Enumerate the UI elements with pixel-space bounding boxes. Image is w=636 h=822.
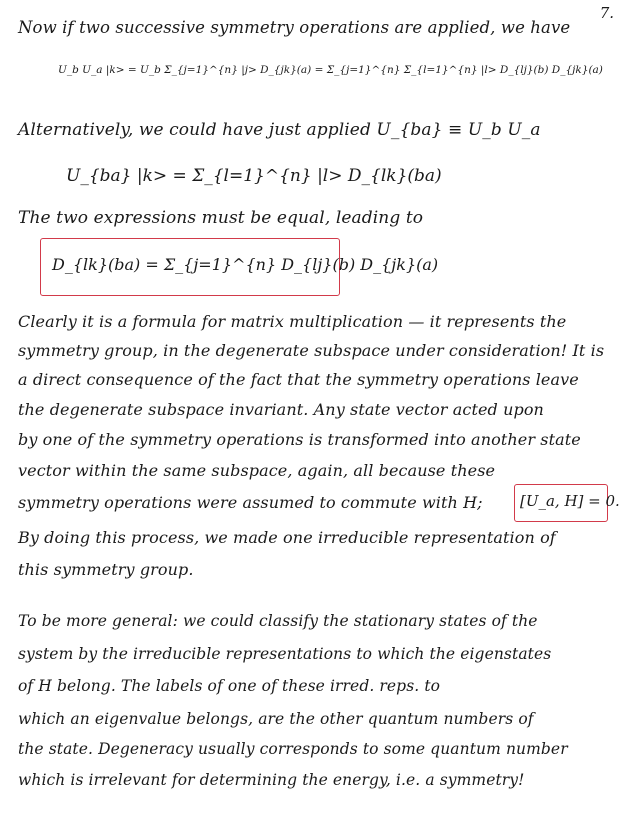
paragraph-2-line-4: which an eigenvalue belongs, are the other quantum numbers of xyxy=(18,710,534,728)
paragraph-2-line-5: the state. Degeneracy usually corresponds to some quantum number xyxy=(18,740,568,758)
paragraph-1-line-4: the degenerate subspace invariant. Any state vector acted upon xyxy=(18,400,544,419)
paragraph-1-line-6: vector within the same subspace, again, all because these xyxy=(18,461,496,480)
paragraph-1-line-8: By doing this process, we made one irreducible representation of xyxy=(18,528,556,547)
paragraph-2-line-6: which is irrelevant for determining the energy, i.e. a symmetry! xyxy=(18,771,525,789)
paragraph-1-line-5: by one of the symmetry operations is transformed into another state xyxy=(18,430,581,449)
equation-1: U_b U_a |k> = U_b Σ_{j=1}^{n} |j> D_{jk}(a) = Σ_{j=1}^{n} Σ_{l=1}^{n} |l> D_{lj}(b) D_{jk}(a) xyxy=(58,64,603,76)
paragraph-2-line-1: To be more general: we could classify the stationary states of the xyxy=(18,612,538,630)
text-line-1: Now if two successive symmetry operations are applied, we have xyxy=(18,18,571,37)
paragraph-2-line-2: system by the irreducible representations to which the eigenstates xyxy=(18,645,552,663)
equation-3-boxed: D_{lk}(ba) = Σ_{j=1}^{n} D_{lj}(b) D_{jk}(a) xyxy=(52,255,439,274)
paragraph-1-line-2: symmetry group, in the degenerate subspace under consideration! It is xyxy=(18,341,605,360)
text-line-2: Alternatively, we could have just applied U_{ba} ≡ U_b U_a xyxy=(18,120,541,140)
paragraph-1-line-9: this symmetry group. xyxy=(18,560,194,579)
paragraph-2-line-3: of H belong. The labels of one of these irred. reps. to xyxy=(18,677,441,695)
paragraph-1-line-3: a direct consequence of the fact that the symmetry operations leave xyxy=(18,370,579,389)
paragraph-1-line-1: Clearly it is a formula for matrix multiplication — it represents the xyxy=(18,312,567,331)
text-line-3: The two expressions must be equal, leading to xyxy=(18,208,424,228)
equation-2: U_{ba} |k> = Σ_{l=1}^{n} |l> D_{lk}(ba) xyxy=(66,166,442,186)
commutator-boxed: [U_a, H] = 0. xyxy=(520,492,620,510)
page-number: 7. xyxy=(599,4,614,22)
paragraph-1-line-7: symmetry operations were assumed to commute with H; xyxy=(18,493,483,512)
